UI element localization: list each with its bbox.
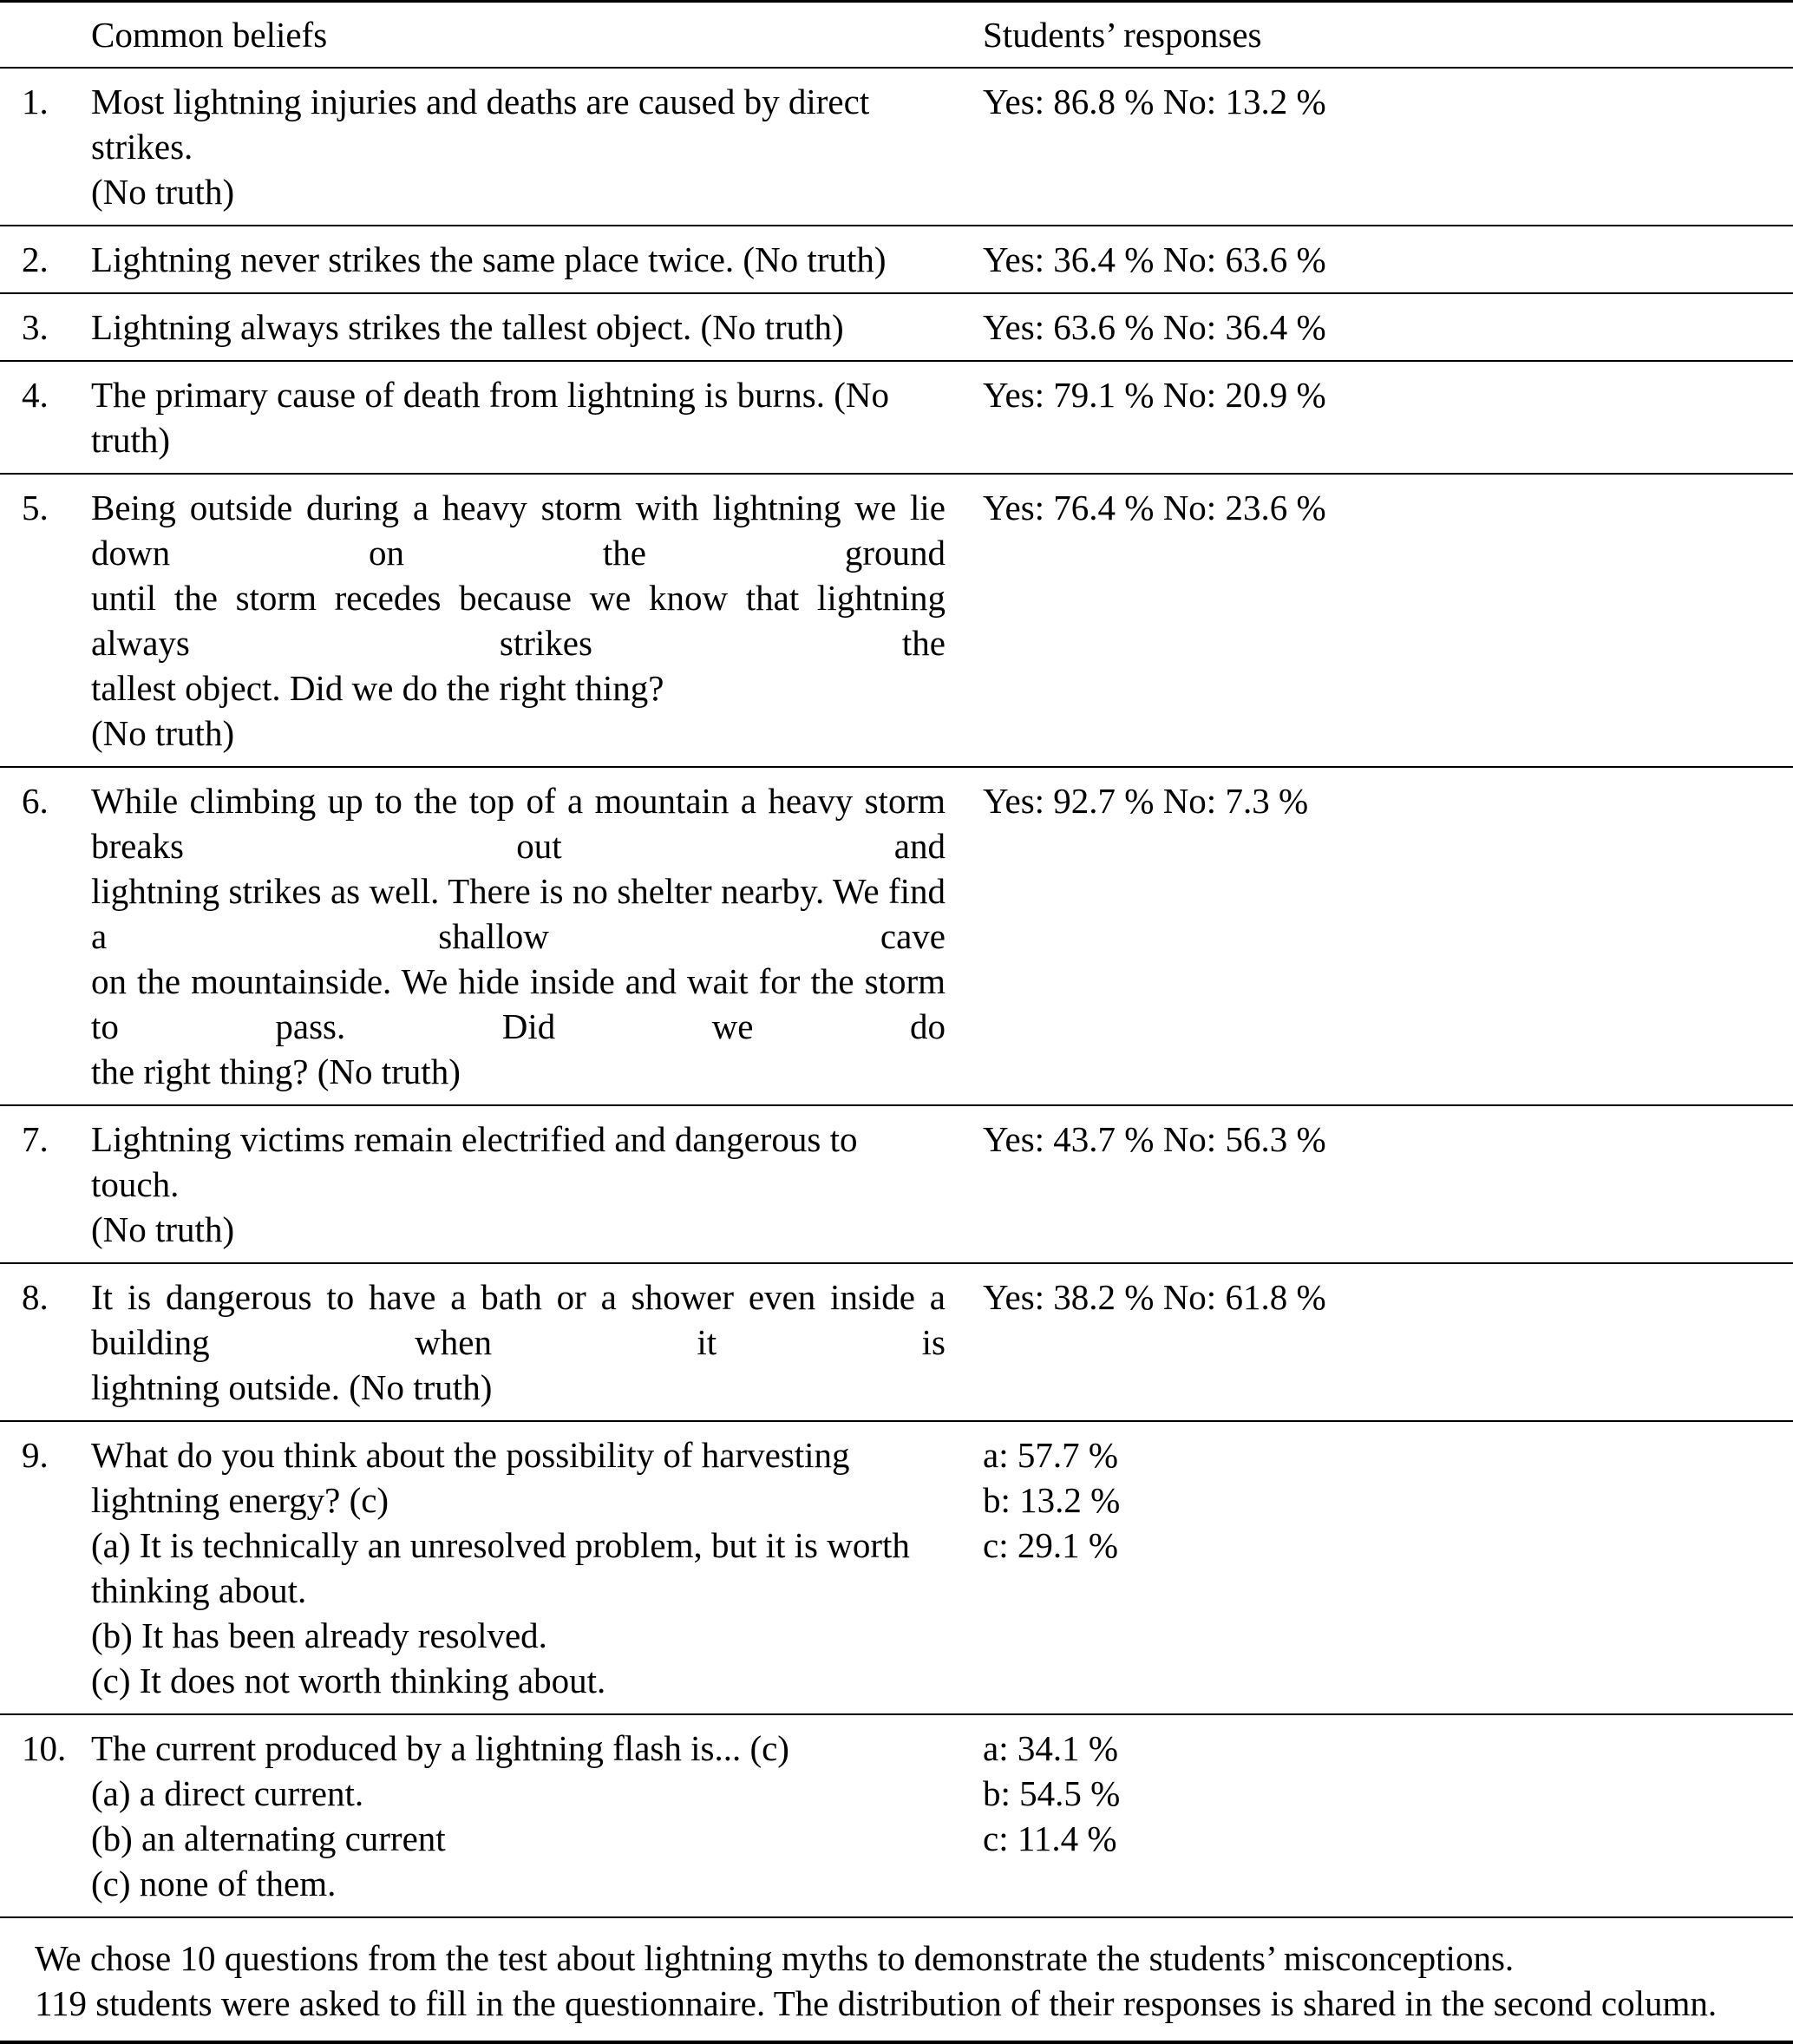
belief-text-line: the right thing? (No truth): [91, 1051, 461, 1091]
row-number: 10.: [22, 1728, 67, 1768]
table-row: [0, 292, 1793, 360]
row-number: 2.: [22, 239, 49, 279]
belief-cell: [91, 1117, 946, 1252]
response-value: Yes: 63.6 % No: 36.4 %: [983, 307, 1326, 347]
belief-text-line: Most lightning injuries and deaths are caused by direct strikes.: [91, 82, 870, 167]
responses-cell: [946, 237, 1793, 282]
belief-text-line: (No truth): [91, 172, 235, 212]
belief-cell: [91, 1726, 946, 1906]
table-header-row: [0, 3, 1793, 67]
responses-cell: [946, 372, 1793, 462]
column-header-students-responses: Students’ responses: [983, 15, 1262, 55]
table-row: [0, 1262, 1793, 1420]
responses-cell: [946, 1117, 1793, 1252]
response-value: a: 57.7 %: [983, 1435, 1118, 1475]
belief-text-line: tallest object. Did we do the right thing?: [91, 668, 664, 708]
row-number: 1.: [22, 82, 49, 121]
belief-cell: [91, 485, 946, 756]
response-value: Yes: 86.8 % No: 13.2 %: [983, 82, 1326, 121]
belief-text-line: The primary cause of death from lightning is burns. (No truth): [91, 375, 889, 460]
row-number: 6.: [22, 781, 49, 821]
response-value: b: 13.2 %: [983, 1480, 1121, 1520]
table-row: [0, 360, 1793, 473]
belief-text-line: (a) a direct current.: [91, 1773, 364, 1813]
belief-text-line: Lightning always strikes the tallest object. (No truth): [91, 307, 844, 347]
row-number: 8.: [22, 1277, 49, 1317]
responses-cell: [946, 1432, 1793, 1703]
column-header-common-beliefs: Common beliefs: [91, 15, 328, 55]
belief-text-line: (No truth): [91, 1209, 235, 1249]
response-value: Yes: 76.4 % No: 23.6 %: [983, 488, 1326, 527]
belief-cell: [91, 778, 946, 1094]
belief-text-line: lightning outside. (No truth): [91, 1367, 493, 1407]
belief-cell: [91, 237, 946, 282]
belief-text-line: lightning strikes as well. There is no shelter nearby. We find a shallow cave: [91, 871, 946, 956]
belief-cell: [91, 79, 946, 214]
responses-cell: [946, 1274, 1793, 1410]
table-row: [0, 473, 1793, 766]
responses-cell: [946, 79, 1793, 214]
response-value: b: 54.5 %: [983, 1773, 1121, 1813]
response-value: Yes: 43.7 % No: 56.3 %: [983, 1119, 1326, 1159]
belief-text-line: Lightning victims remain electrified and dangerous to touch.: [91, 1119, 858, 1204]
table-footnote: [0, 1918, 1793, 2041]
table-body: [0, 67, 1793, 1916]
belief-text-line: It is dangerous to have a bath or a shower even inside a building when it is: [91, 1277, 946, 1362]
response-value: Yes: 92.7 % No: 7.3 %: [983, 781, 1309, 821]
row-number: 4.: [22, 375, 49, 415]
response-value: Yes: 38.2 % No: 61.8 %: [983, 1277, 1326, 1317]
response-value: c: 29.1 %: [983, 1525, 1118, 1565]
table-bottom-rule: [0, 2041, 1793, 2044]
response-value: c: 11.4 %: [983, 1818, 1117, 1858]
table-row: [0, 1104, 1793, 1262]
response-value: Yes: 36.4 % No: 63.6 %: [983, 239, 1326, 279]
response-value: a: 34.1 %: [983, 1728, 1118, 1768]
belief-text-line: (b) It has been already resolved.: [91, 1615, 547, 1655]
belief-text-line: The current produced by a lightning flash is... (c): [91, 1728, 789, 1768]
row-number: 7.: [22, 1119, 49, 1159]
footnote-line-2: 119 students were asked to fill in the questionnaire. The distribution of their responses is shared in the second column.: [35, 1983, 1718, 2023]
belief-text-line: (b) an alternating current: [91, 1818, 446, 1858]
responses-cell: [946, 305, 1793, 350]
belief-text-line: until the storm recedes because we know that lightning always strikes the: [91, 578, 946, 663]
belief-text-line: (a) It is technically an unresolved problem, but it is worth thinking about.: [91, 1525, 910, 1610]
footnote-line-1: We chose 10 questions from the test about lightning myths to demonstrate the students’ misconceptions.: [35, 1938, 1515, 1978]
responses-cell: [946, 778, 1793, 1094]
responses-cell: [946, 1726, 1793, 1906]
belief-text-line: Lightning never strikes the same place twice. (No truth): [91, 239, 887, 279]
belief-text-line: What do you think about the possibility of harvesting lightning energy? (c): [91, 1435, 850, 1520]
row-number: 5.: [22, 488, 49, 527]
table-row: [0, 67, 1793, 225]
belief-text-line: (c) It does not worth thinking about.: [91, 1661, 606, 1700]
responses-cell: [946, 485, 1793, 756]
belief-text-line: Being outside during a heavy storm with lightning we lie down on the ground: [91, 488, 946, 573]
belief-text-line: on the mountainside. We hide inside and wait for the storm to pass. Did we do: [91, 961, 946, 1046]
belief-cell: [91, 1432, 946, 1703]
table-row: [0, 225, 1793, 292]
belief-text-line: (No truth): [91, 713, 235, 753]
row-number: 9.: [22, 1435, 49, 1475]
table-row: [0, 1420, 1793, 1713]
belief-cell: [91, 305, 946, 350]
belief-text-line: While climbing up to the top of a mountain a heavy storm breaks out and: [91, 781, 946, 866]
row-number: 3.: [22, 307, 49, 347]
response-value: Yes: 79.1 % No: 20.9 %: [983, 375, 1326, 415]
belief-cell: [91, 1274, 946, 1410]
belief-text-line: (c) none of them.: [91, 1864, 337, 1903]
belief-cell: [91, 372, 946, 462]
table-row: [0, 1713, 1793, 1916]
table-row: [0, 766, 1793, 1104]
